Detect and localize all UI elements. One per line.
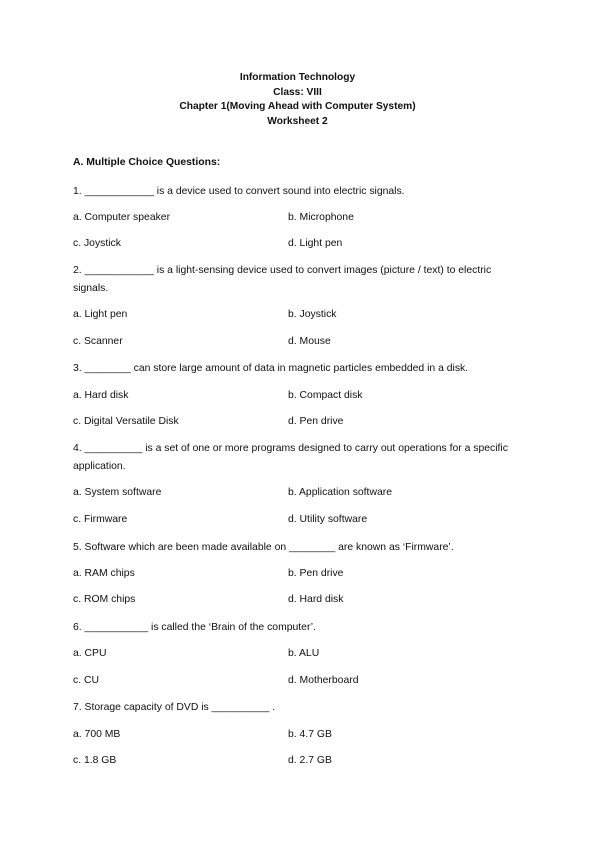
question-2-option-c: c. Scanner <box>73 336 123 347</box>
question-5-option-c: c. ROM chips <box>73 594 136 605</box>
question-7-option-a: a. 700 MB <box>73 729 121 740</box>
question-2-option-a: a. Light pen <box>73 309 128 320</box>
question-6-option-b: b. ALU <box>288 648 320 659</box>
question-3-option-a: a. Hard disk <box>73 390 129 401</box>
question-1-option-b: b. Microphone <box>288 212 354 223</box>
question-2-option-b: b. Joystick <box>288 309 337 320</box>
question-7-option-c: c. 1.8 GB <box>73 755 117 766</box>
question-1-option-d: d. Light pen <box>288 238 343 249</box>
question-3-option-b: b. Compact disk <box>288 390 363 401</box>
chapter-title: Chapter 1(Moving Ahead with Computer System) <box>179 101 416 112</box>
question-5-option-b: b. Pen drive <box>288 568 344 579</box>
question-4-option-b: b. Application software <box>288 487 392 498</box>
question-6-option-c: c. CU <box>73 675 99 686</box>
question-1-option-a: a. Computer speaker <box>73 212 171 223</box>
question-3-option-c: c. Digital Versatile Disk <box>73 416 179 427</box>
question-6-option-d: d. Motherboard <box>288 675 359 686</box>
class-label: Class: VIII <box>273 86 322 98</box>
question-5: 5. Software which are been made available on ________ are known as ‘Firmware’. <box>73 542 454 553</box>
question-1-option-c: c. Joystick <box>73 238 121 249</box>
question-2-option-d: d. Mouse <box>288 336 331 347</box>
question-7: 7. Storage capacity of DVD is __________ . <box>73 702 276 713</box>
question-4-option-d: d. Utility software <box>288 514 368 525</box>
question-7-option-d: d. 2.7 GB <box>288 755 332 766</box>
question-4: 4. __________ is a set of one or more programs designed to carry out operations for a specific application. <box>73 443 508 472</box>
question-1: 1. ____________ is a device used to convert sound into electric signals. <box>73 186 405 197</box>
question-3-option-d: d. Pen drive <box>288 416 344 427</box>
subject-title: Information Technology <box>239 72 356 83</box>
question-5-option-a: a. RAM chips <box>73 568 135 579</box>
question-6-option-a: a. CPU <box>73 648 107 659</box>
question-7-option-b: b. 4.7 GB <box>288 729 332 740</box>
question-4-option-a: a. System software <box>73 487 162 498</box>
question-3: 3. ________ can store large amount of data in magnetic particles embedded in a disk. <box>73 363 469 374</box>
worksheet-header <box>0 71 595 129</box>
worksheet-number: Worksheet 2 <box>267 115 328 127</box>
question-2: 2. ____________ is a light-sensing device used to convert images (picture / text) to electric signals. <box>73 265 492 294</box>
question-6: 6. ___________ is called the ‘Brain of the computer’. <box>73 622 316 633</box>
section-title: A. Multiple Choice Questions: <box>73 157 221 168</box>
question-5-option-d: d. Hard disk <box>288 594 344 605</box>
question-4-option-c: c. Firmware <box>73 514 128 525</box>
